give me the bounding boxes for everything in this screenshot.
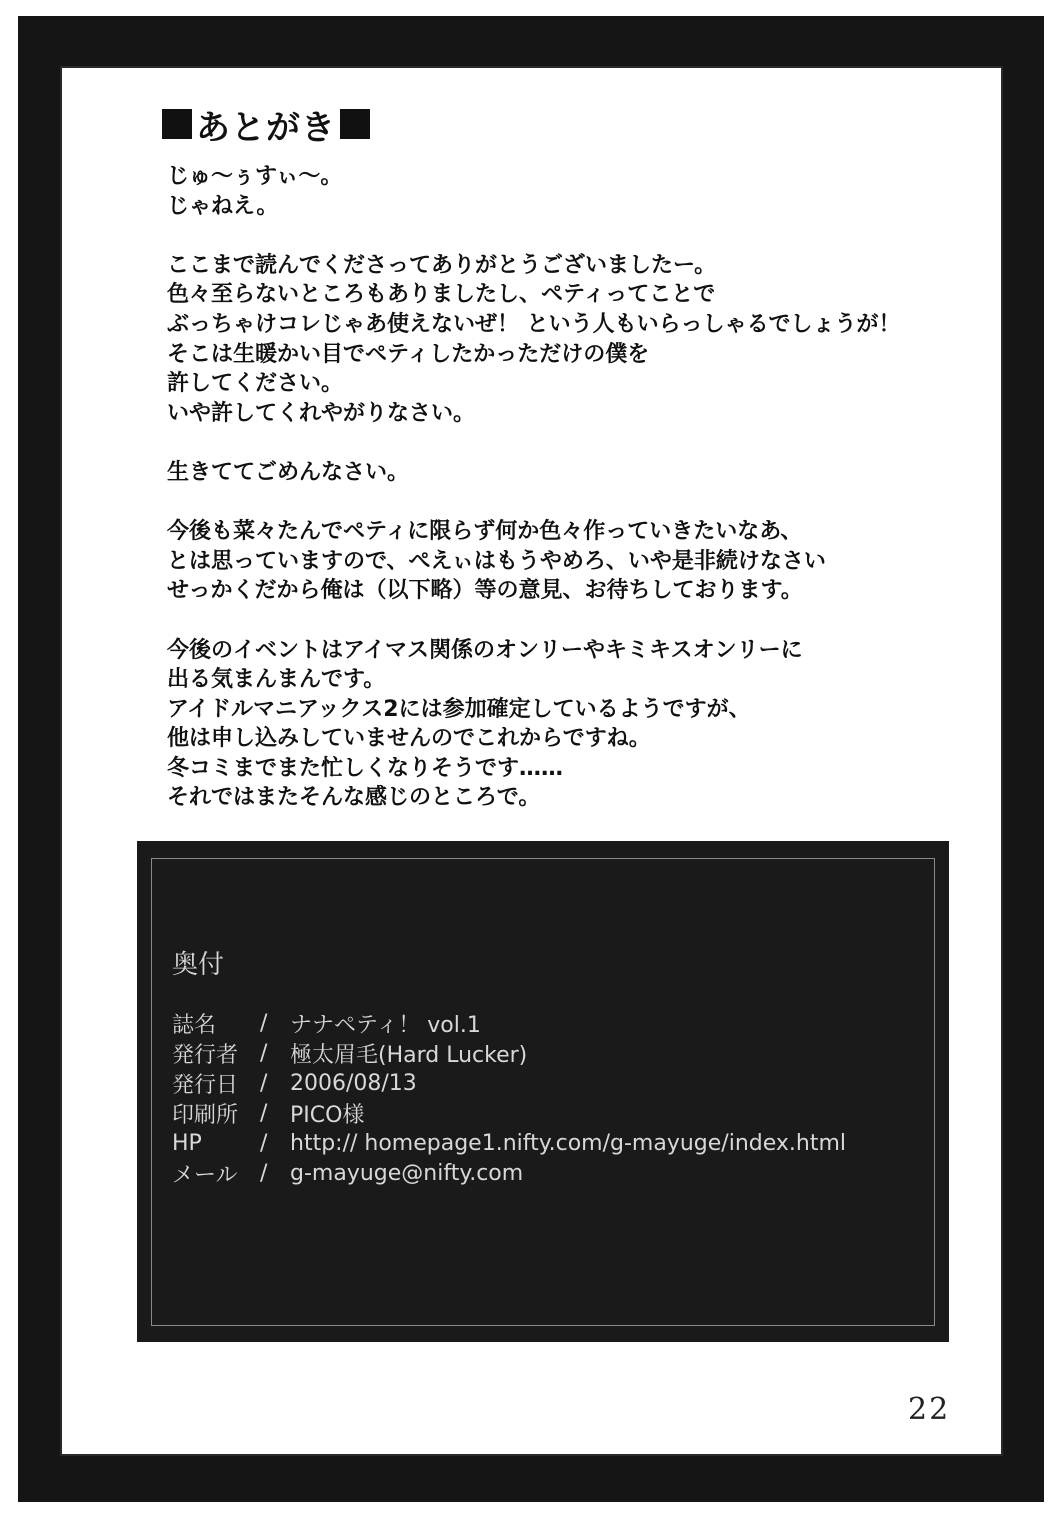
body-line: そこは生暖かい目でペティしたかっただけの僕を (167, 341, 650, 367)
afterword-body (167, 162, 927, 813)
colophon-title: 奥付 (172, 950, 225, 980)
paragraph-gap (167, 606, 927, 636)
body-line: 今後も菜々たんでペティに限らず何か色々作っていきたいなあ、 (167, 519, 803, 545)
afterword-heading (162, 104, 370, 148)
body-line: アイドルマニアックス2には参加確定しているようですが、 (167, 696, 751, 722)
colophon-row-publisher (172, 1038, 527, 1068)
colophon-separator: / (260, 1070, 268, 1096)
colophon-separator: / (260, 1100, 268, 1126)
body-line: それではまたそんな感じのところで。 (167, 785, 541, 811)
colophon-label: メール (172, 1162, 238, 1188)
colophon-separator: / (260, 1010, 268, 1036)
colophon-value: 極太眉毛(Hard Lucker) (290, 1042, 528, 1068)
paragraph-gap (167, 221, 927, 251)
page-number: 22 (908, 1392, 951, 1427)
colophon-row-printer (172, 1098, 364, 1128)
paragraph-gap (167, 428, 927, 458)
body-line: じゅ〜ぅすぃ〜。 (167, 164, 343, 189)
colophon-separator: / (260, 1130, 268, 1156)
colophon-separator: / (260, 1040, 268, 1066)
paragraph-gap (167, 488, 927, 518)
body-line: じゃねえ。 (167, 193, 279, 219)
body-line: 色々至らないところもありましたし、ペティってことで (167, 282, 716, 308)
body-line: ぶっちゃけコレじゃあ使えないぜ！ という人もいらっしゃるでしょうが！ (167, 311, 901, 337)
colophon-row-email (172, 1158, 523, 1188)
colophon-separator: / (260, 1160, 268, 1186)
colophon-value: http:// homepage1.nifty.com/g-mayuge/index.html (290, 1130, 846, 1156)
colophon-value: g-mayuge@nifty.com (290, 1160, 524, 1186)
body-line: 今後のイベントはアイマス関係のオンリーやキミキスオンリーに (167, 637, 803, 663)
colophon-label: 誌名 (172, 1012, 217, 1038)
body-line: ここまで読んでくださってありがとうございましたー。 (167, 252, 717, 278)
body-line: 他は申し込みしていませんのでこれからですね。 (167, 726, 651, 752)
body-line: 許してください。 (167, 371, 344, 397)
colophon-label: 発行日 (172, 1072, 239, 1098)
body-line: せっかくだから俺は（以下略）等の意見、お待ちしております。 (167, 578, 803, 604)
heading-left-square (162, 109, 192, 139)
afterword-heading-text: あとがき (196, 107, 336, 148)
body-line: 冬コミまでまた忙しくなりそうです…… (167, 755, 564, 781)
colophon-label: 発行者 (172, 1042, 239, 1068)
colophon-value: 2006/08/13 (290, 1070, 417, 1096)
colophon-row-date (172, 1068, 417, 1098)
colophon-row-homepage (172, 1128, 846, 1158)
heading-right-square (340, 109, 370, 139)
body-line: とは思っていますので、ぺえぃはもうやめろ、いや是非続けなさい (167, 548, 826, 574)
body-line: いや許してくれやがりなさい。 (167, 400, 476, 426)
colophon-value: ナナペティ！ vol.1 (290, 1012, 481, 1038)
colophon-label: 印刷所 (172, 1102, 239, 1128)
colophon-value: PICO様 (290, 1102, 365, 1128)
body-line: 生きててごめんなさい。 (167, 459, 410, 485)
colophon-row-title (172, 1008, 481, 1038)
body-line: 出る気まんまんです。 (167, 667, 386, 693)
colophon-label: HP (172, 1130, 202, 1156)
